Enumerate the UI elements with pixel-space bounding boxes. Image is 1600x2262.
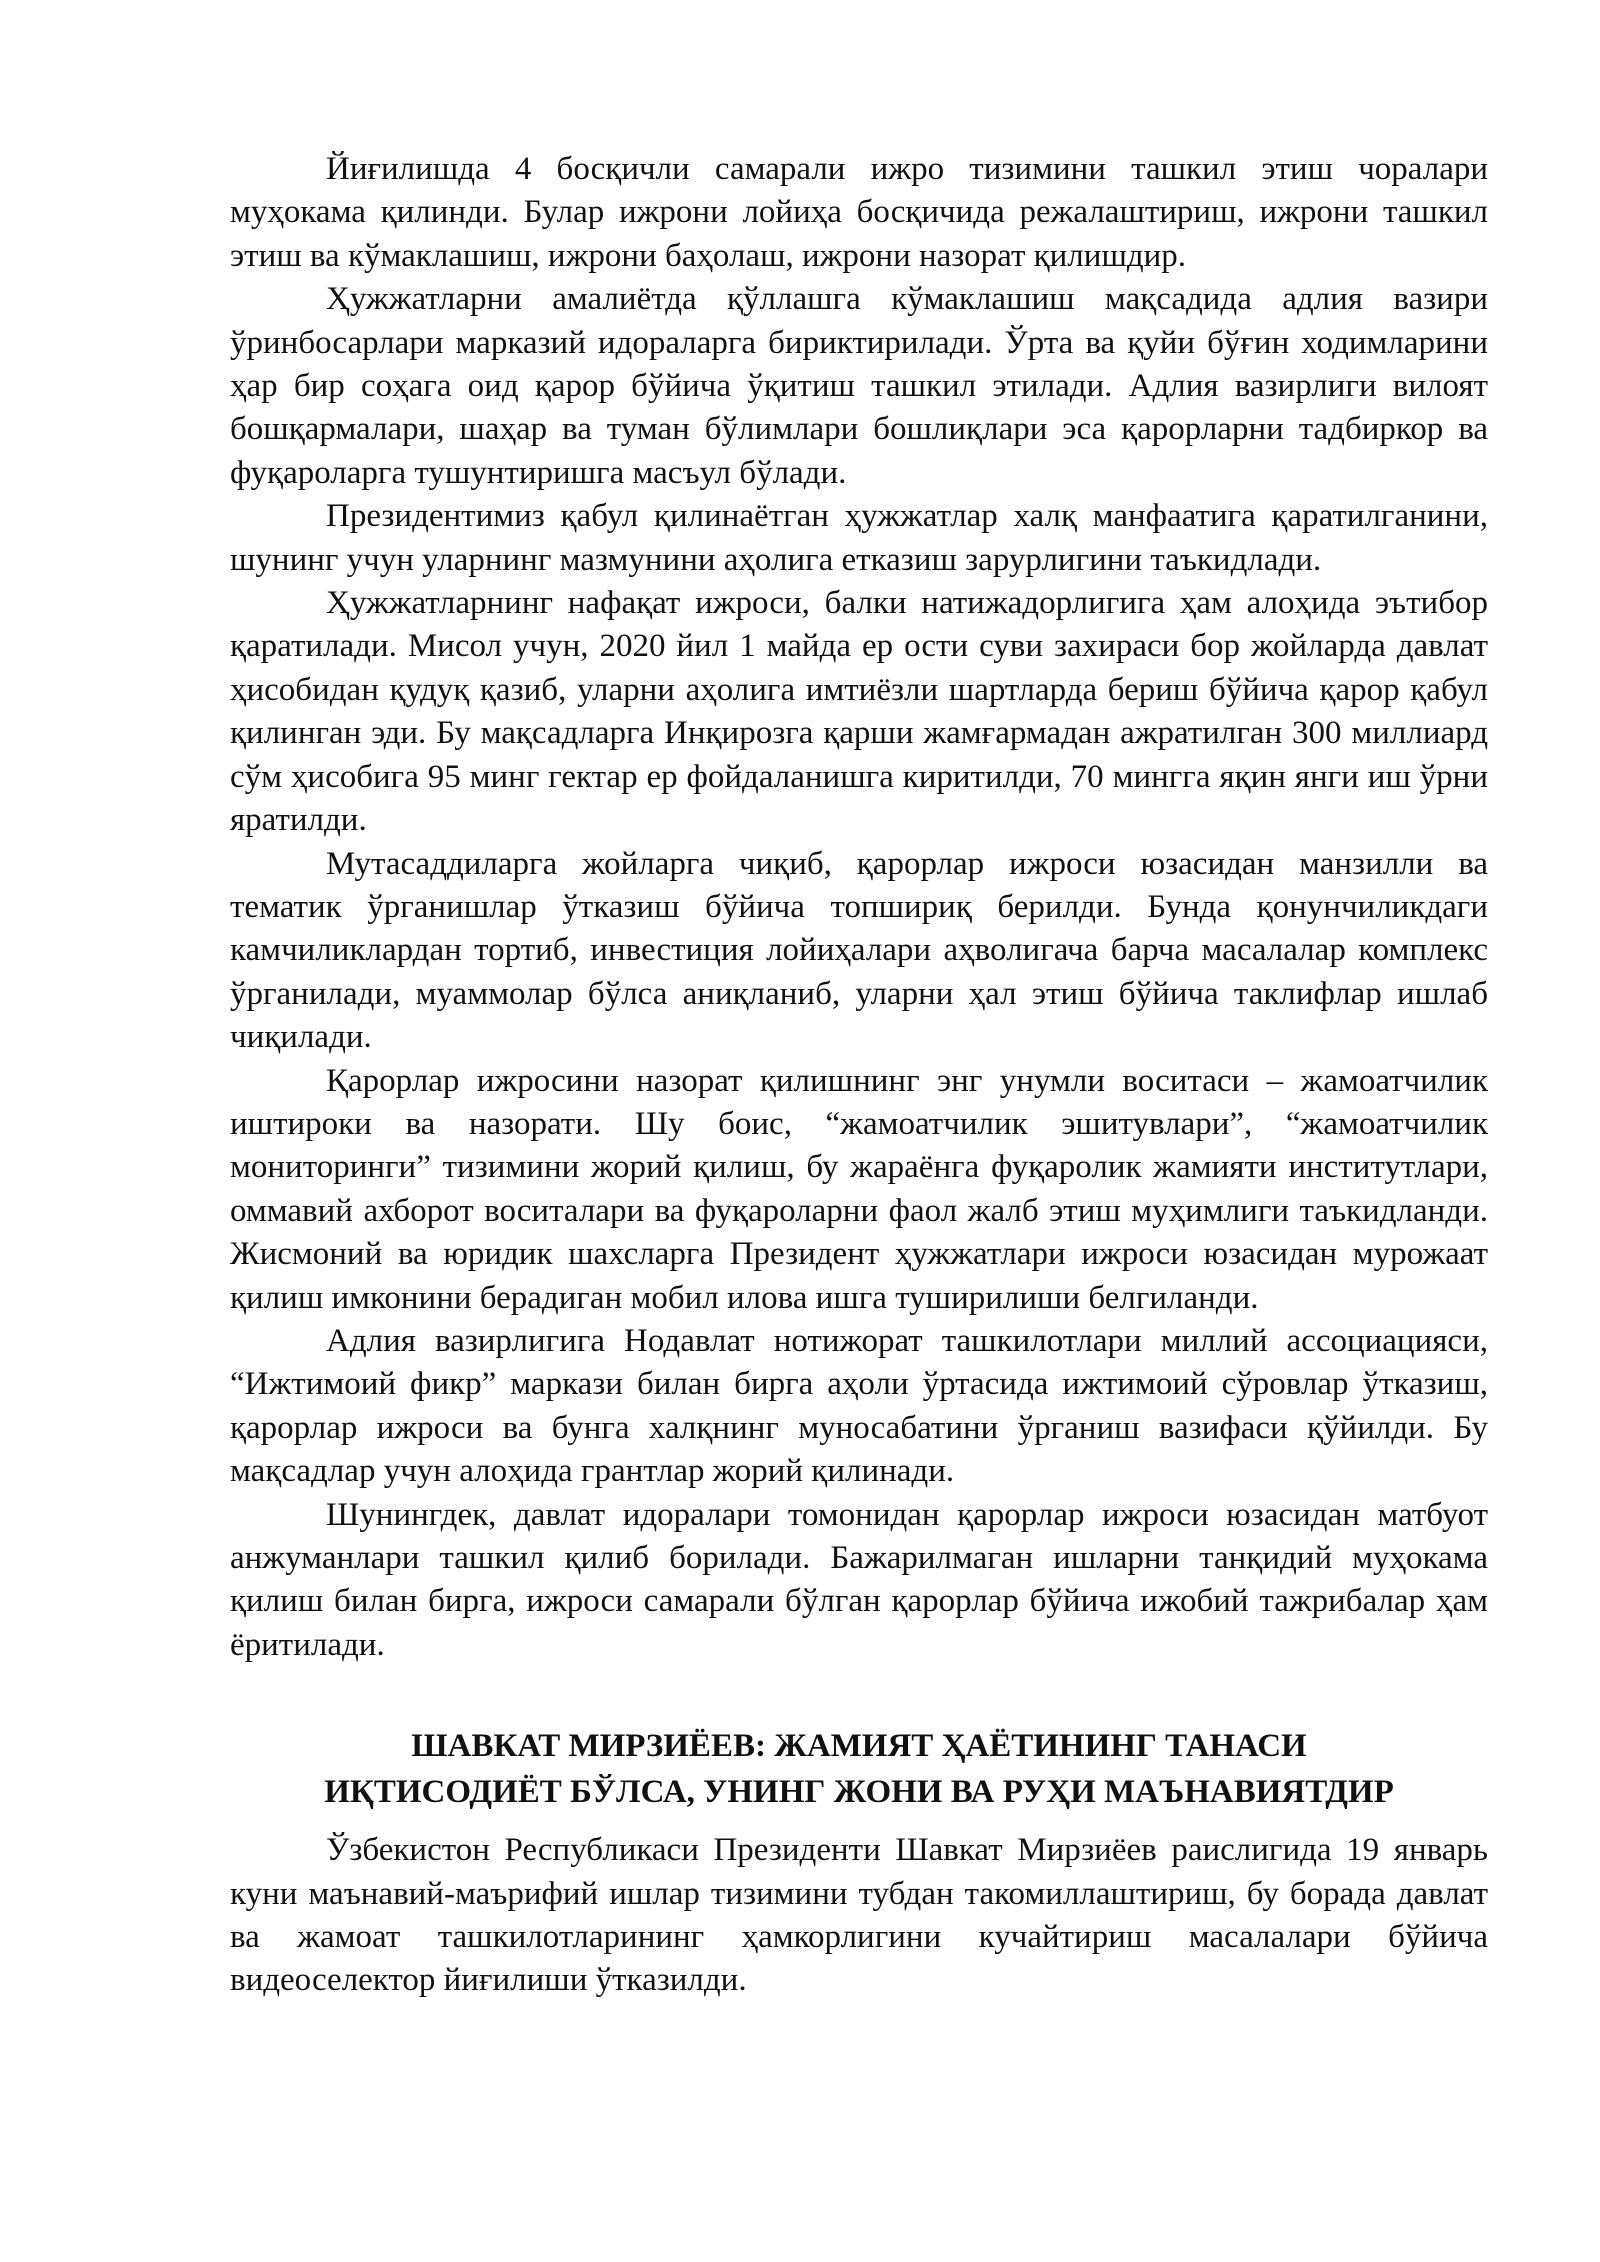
article-spirituality <box>230 1723 1488 2003</box>
document-page <box>230 148 1488 2003</box>
article-heading <box>230 1723 1488 1815</box>
paragraph: Адлия вазирлигига Нодавлат нотижорат ташкилотлари миллий ассоциацияси, “Ижтимоий фикр” маркази билан бирга аҳоли ўртасида ижтимоий сўровлар ўтказиш, қарорлар ижроси ва бунга халқнинг муносабатини ўрганиш вазифаси қўйилди. Бу мақсадлар учун алоҳида грантлар жорий қилинади. <box>230 1322 1488 1490</box>
paragraph: Йиғилишда 4 босқичли самарали ижро тизимини ташкил этиш чоралари муҳокама қилинди. Булар ижрони лойиҳа босқичида режалаштириш, ижрони ташкил этиш ва кўмаклашиш, ижрони баҳолаш, ижрони назорат қилишдир. <box>230 151 1488 274</box>
paragraph: Ўзбекистон Республикаси Президенти Шавкат Мирзиёев раислигида 19 январь куни маънавий-маърифий ишлар тизимини тубдан такомиллаштириш, бу борада давлат ва жамоат ташкилотларининг ҳамкорлигини кучайтириш масалалари бўйича видеоселектор йиғилиши ўтказилди. <box>230 1832 1488 1999</box>
paragraph: Президентимиз қабул қилинаётган ҳужжатлар халқ манфаатига қаратилганини, шунинг учун уларнинг мазмунини аҳолига етказиш зарурлигини таъкидлади. <box>230 498 1488 578</box>
paragraph: Қарорлар ижросини назорат қилишнинг энг унумли воситаси – жамоатчилик иштироки ва назорати. Шу боис, “жамоатчилик эшитувлари”, “жамоатчилик мониторинги” тизимини жорий қилиш, бу жараёнга фуқаролик жамияти институтлари, оммавий ахборот воситалари ва фуқароларни фаол жалб этиш муҳимлиги таъкидланди. Жисмоний ва юридик шахсларга Президент ҳужжатлари ижроси юзасидан мурожаат қилиш имконини берадиган мобил илова ишга туширилиши белгиланди. <box>230 1062 1488 1316</box>
article-heading-line: ШАВКАТ МИРЗИЁЕВ: ЖАМИЯТ ҲАЁТИНИНГ ТАНАСИ <box>411 1728 1307 1765</box>
paragraph: Ҳужжатларнинг нафақат ижроси, балки натижадорлигига ҳам алоҳида эътибор қаратилади. Мисол учун, 2020 йил 1 майда ер ости суви захираси бор жойларда давлат ҳисобидан қудуқ қазиб, уларни аҳолига имтиёзли шартларда бериш бўйича қарор қабул қилинган эди. Бу мақсадларга Инқирозга қарши жамғармадан ажратилган 300 миллиард сўм ҳисобига 95 минг гектар ер фойдаланишга киритилди, 70 мингга яқин янги иш ўрни яратилди. <box>230 585 1488 839</box>
article-implementation-system <box>230 148 1488 1667</box>
paragraph: Шунингдек, давлат идоралари томонидан қарорлар ижроси юзасидан матбуот анжуманлари ташкил қилиб борилади. Бажарилмаган ишларни танқидий муҳокама қилиш билан бирга, ижроси самарали бўлган қарорлар бўйича ижобий тажрибалар ҳам ёритилади. <box>230 1496 1488 1663</box>
article-heading-line: ИҚТИСОДИЁТ БЎЛСА, УНИНГ ЖОНИ ВА РУҲИ МАЪНАВИЯТДИР <box>324 1774 1394 1811</box>
paragraph: Мутасаддиларга жойларга чиқиб, қарорлар ижроси юзасидан манзилли ва тематик ўрганишлар ўтказиш бўйича топшириқ берилди. Бунда қонунчиликдаги камчиликлардан тортиб, инвестиция лойиҳалари аҳволигача барча масалалар комплекс ўрганилади, муаммолар бўлса аниқланиб, уларни ҳал этиш бўйича таклифлар ишлаб чиқилади. <box>230 845 1488 1056</box>
paragraph: Ҳужжатларни амалиётда қўллашга кўмаклашиш мақсадида адлия вазири ўринбосарлари марказий идораларга бириктирилади. Ўрта ва қуйи бўғин ходимларини ҳар бир соҳага оид қарор бўйича ўқитиш ташкил этилади. Адлия вазирлиги вилоят бошқармалари, шаҳар ва туман бўлимлари бошлиқлари эса қарорларни тадбиркор ва фуқароларга тушунтиришга масъул бўлади. <box>230 281 1488 491</box>
